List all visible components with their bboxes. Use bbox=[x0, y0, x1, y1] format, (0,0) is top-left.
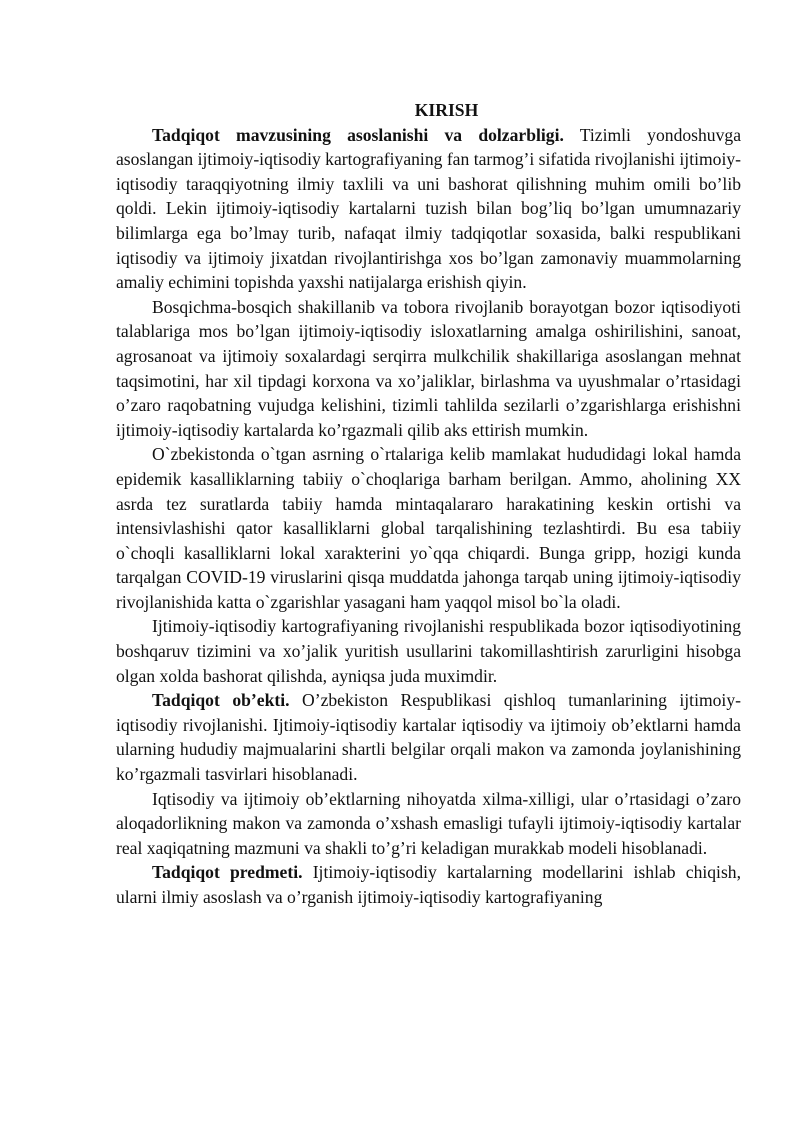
paragraph-cartography-development bbox=[116, 614, 741, 688]
paragraph-objects-diversity bbox=[116, 787, 741, 861]
paragraph-text: Bosqichma-bosqich shakillanib va tobora rivojlanib borayotgan bozor iqtisodiyoti talablariga mos bo’lgan ijtimoiy-iqtisodiy isloxatlarning amalga oshirilishini, sanoat, agrosanoat va ijtimoiy soxalardagi serqirra mulkchilik shakillariga asoslangan mehnat taqsimotini, har xil tipdagi korxona va xo’jaliklar, birlashma va uyushmalar o’rtasidagi o’zaro raqobatning vujudga kelishini, tizimli tahlilda sezilarli o’zgarishlarga erishishni ijtimoiy-iqtisodiy kartalarda ko’rgazmali qilib aks ettirish mumkin. bbox=[116, 296, 741, 440]
paragraph-text: Iqtisodiy va ijtimoiy ob’ektlarning nihoyatda xilma-xilligi, ular o’rtasidagi o’zaro aloqadorlikning makon va zamonda o’xshash emasligi tufayli ijtimoiy-iqtisodiy kartalar real xaqiqatning mazmuni va shakli to’g’ri keladigan murakkab modeli hisoblanadi. bbox=[116, 788, 741, 858]
paragraph-lead: Tadqiqot ob’ekti. bbox=[152, 690, 290, 711]
paragraph-text: Tizimli yondoshuvga asoslangan ijtimoiy-iqtisodiy kartografiyaning fan tarmog’i sifatida rivojlanishi ijtimoiy-iqtisodiy taraqqiyotning ilmiy taxlili va uni bashorat qilishning muhim omili bo’lib qoldi. Lekin ijtimoiy-iqtisodiy kartalarni tuzish bilan bog’liq bo’lgan umumnazariy bilimlarga ega bo’lmay turib, nafaqat ilmiy tadqiqotlar soxasida, balki respublikani iqtisodiy va ijtimoiy jixatdan rivojlantirishga xos bo’lgan zamonaviy muammolarning amaliy echimini topishda yaxshi natijalarga erishish qiyin. bbox=[116, 124, 742, 293]
document-page bbox=[116, 98, 741, 910]
paragraph-research-subject bbox=[116, 860, 741, 909]
paragraph-diseases bbox=[116, 442, 741, 614]
paragraph-relevance bbox=[116, 123, 741, 295]
paragraph-lead: Tadqiqot mavzusining asoslanishi va dolzarbligi. bbox=[152, 124, 564, 145]
paragraph-market-economy bbox=[116, 295, 741, 443]
paragraph-text: O`zbekistonda o`tgan asrning o`rtalariga kelib mamlakat hududidagi lokal hamda epidemik kasalliklarning tabiiy o`choqlariga barham berilgan. Ammo, aholining XX asrda tez suratlarda tabiiy hamda mintaqalararo harakatining keskin ortishi va intensivlashishi qator kasalliklarni global tarqalishining tezlashtirdi. Bu esa tabiiy o`choqli kasalliklarni lokal xarakterini yo`qqa chiqardi. Bunga gripp, hozigi kunda tarqalgan COVID-19 viruslarini qisqa muddatda jahonga tarqab uning ijtimoiy-iqtisodiy rivojlanishida katta o`zgarishlar yasagani ham yaqqol misol bo`la oladi. bbox=[116, 444, 741, 612]
paragraph-research-object bbox=[116, 688, 741, 786]
paragraph-text: O’zbekiston Respublikasi qishloq tumanlarining ijtimoiy-iqtisodiy rivojlanishi. Ijtimoiy-iqtisodiy kartalar iqtisodiy va ijtimoiy ob’ektlarni hamda ularning hududiy majmualarini shartli belgilar orqali makon va zamonda joylanishining ko’rgazmali tasvirlari hisoblanadi. bbox=[116, 690, 741, 785]
paragraph-text: Ijtimoiy-iqtisodiy kartografiyaning rivojlanishi respublikada bozor iqtisodiyotining boshqaruv tizimini va xo’jalik yuritish usullarini takomillashtirish zarurligini hisobga olgan xolda bashorat qilishda, ayniqsa juda muximdir. bbox=[116, 616, 741, 686]
paragraph-lead: Tadqiqot predmeti. bbox=[152, 862, 303, 883]
paragraph-text: Ijtimoiy-iqtisodiy kartalarning modellarini ishlab chiqish, ularni ilmiy asoslash va o’rganish ijtimoiy-iqtisodiy kartografiyaning bbox=[116, 862, 741, 907]
page-title: KIRISH bbox=[414, 100, 479, 120]
